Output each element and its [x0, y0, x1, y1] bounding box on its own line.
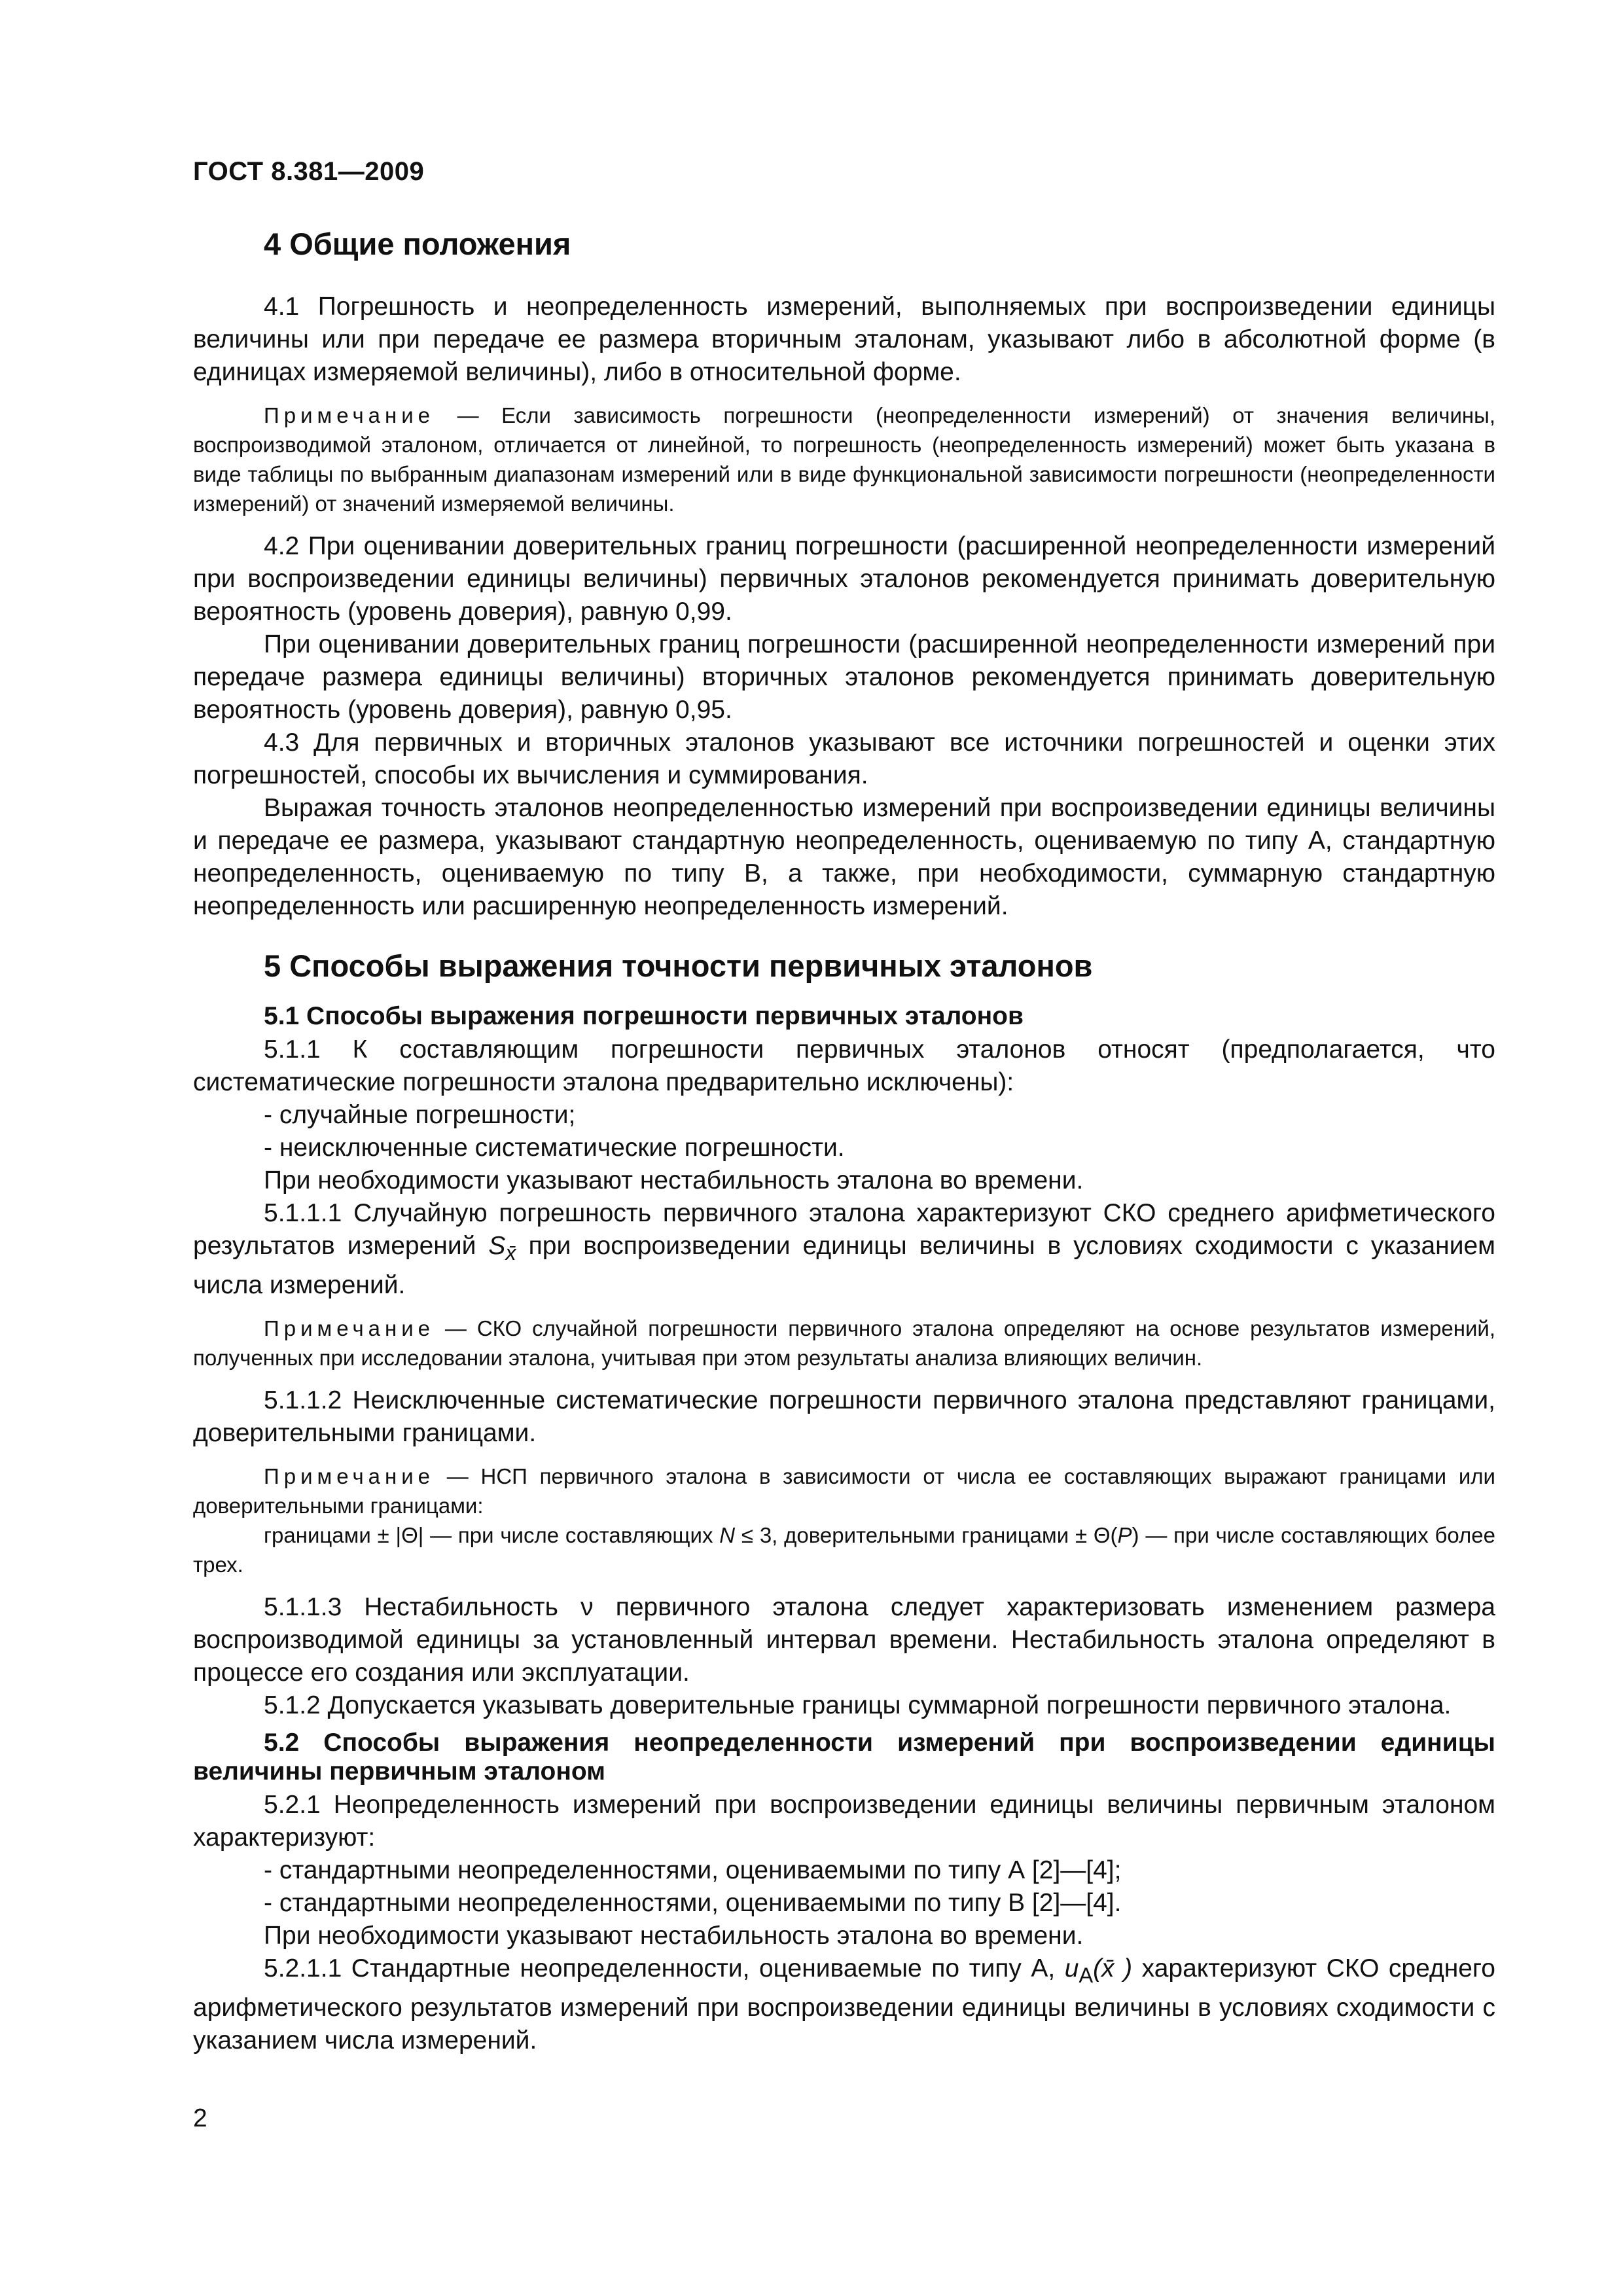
document-header: ГОСТ 8.381—2009	[193, 157, 425, 186]
paragraph-5-2-1-1	[193, 1952, 1495, 2057]
symbol-n: N	[719, 1522, 736, 1547]
note-3-bounds	[193, 1520, 1495, 1579]
symbol-p: P	[1117, 1522, 1132, 1547]
text-run: ) — при числе составляющих более трех.	[193, 1522, 1495, 1577]
note-label: Примечание	[264, 1316, 435, 1340]
list-item: - стандартными неопределенностями, оцениваемыми по типу В [2]—[4].	[264, 1888, 1122, 1917]
note-1-text: — Если зависимость погрешности (неопределенности измерений) от значения величины, воспроизводимой эталоном, отличается от линейной, то погрешность (неопределенность измерений) может быть указана в виде таблицы по выбранным диапазонам измерений или в виде функциональной зависимости погрешности (неопределенности измерений) от значений измеряемой величины.	[193, 403, 1495, 516]
section-4-title: 4 Общие положения	[264, 226, 571, 261]
paragraph-5-1-1-2: 5.1.1.2 Неисключенные систематические погрешности первичного эталона представляют границами, доверительными границами.	[193, 1386, 1495, 1447]
symbol-a: A	[1079, 1963, 1094, 1987]
text-run: границами ± |Θ| — при числе составляющих	[264, 1522, 720, 1547]
paragraph-4-3-b: Выражая точность эталонов неопределенностью измерений при воспроизведении единицы величины и передаче ее размера, указывают стандартную неопределенность, оцениваемую по типу А, стандартную неопределенность, оцениваемую по типу В, а также, при необходимости, суммарную стандартную неопределенность или расширенную неопределенность измерений.	[193, 794, 1495, 920]
text-run: 5.1.1.1 Случайную погрешность первичного эталона характеризуют СКО среднего арифметического результатов измерений	[193, 1199, 1495, 1260]
paragraph-4-2: 4.2 При оценивании доверительных границ погрешности (расширенной неопределенности измерений при воспроизведении единицы величины) первичных эталонов рекомендуется принимать доверительную вероятность (уровень доверия), равную 0,99.	[193, 532, 1495, 626]
text-run: характеризуют СКО среднего арифметического результатов измерений при воспроизведении единицы величины в условиях сходимости с указанием числа измерений.	[193, 1954, 1495, 2054]
subsection-5-2-title: 5.2 Способы выражения неопределенности измерений при воспроизведении единицы величины первичным эталоном	[193, 1728, 1495, 1785]
paragraph-4-2-b: При оценивании доверительных границ погрешности (расширенной неопределенности измерений при передаче размера единицы величины) вторичных эталонов рекомендуется принимать доверительную вероятность (уровень доверия), равную 0,95.	[193, 630, 1495, 724]
note-2-text: — СКО случайной погрешности первичного эталона определяют на основе результатов измерений, полученных при исследовании эталона, учитывая при этом результаты анализа влияющих величин.	[193, 1316, 1495, 1370]
document-page	[193, 157, 1495, 2057]
note-3	[193, 1462, 1495, 1520]
paragraph-5-2-1: 5.2.1 Неопределенность измерений при воспроизведении единицы величины первичным эталоном характеризуют:	[193, 1790, 1495, 1852]
symbol-u: u	[1064, 1954, 1079, 1982]
page-number: 2	[193, 2104, 207, 2132]
text-run: 5.2.1.1 Стандартные неопределенности, оцениваемые по типу А,	[264, 1954, 1065, 1982]
note-label: Примечание	[264, 1463, 435, 1488]
symbol-s: S	[488, 1232, 506, 1260]
paragraph-5-1-2: 5.1.2 Допускается указывать доверительные границы суммарной погрешности первичного эталона.	[264, 1691, 1452, 1719]
paragraph-4-3: 4.3 Для первичных и вторичных эталонов указывают все источники погрешностей и оценки этих погрешностей, способы их вычисления и суммирования.	[193, 728, 1495, 789]
paragraph-5-1-1-3: 5.1.1.3 Нестабильность ν первичного эталона следует характеризовать изменением размера воспроизводимой единицы за установленный интервал времени. Нестабильность эталона определяют в процессе его создания или эксплуатации.	[193, 1592, 1495, 1687]
paragraph-4-1: 4.1 Погрешность и неопределенность измерений, выполняемых при воспроизведении единицы величины или при передаче ее размера вторичным эталонам, указывают либо в абсолютной форме (в единицах измеряемой величины), либо в относительной форме.	[193, 293, 1495, 386]
paragraph-instability: При необходимости указывают нестабильность эталона во времени.	[264, 1921, 1084, 1950]
subsection-5-1-title: 5.1 Способы выражения погрешности первичных эталонов	[264, 1002, 1024, 1030]
paragraph-5-1-1-1	[193, 1197, 1495, 1302]
list-item: - случайные погрешности;	[264, 1101, 576, 1129]
note-label: Примечание	[264, 403, 435, 427]
note-1	[193, 401, 1495, 518]
symbol-x: (x̄ )	[1093, 1954, 1133, 1982]
symbol-xbar: x̄	[505, 1240, 516, 1265]
text-run: при воспроизведении единицы величины в условиях сходимости с указанием числа измерений.	[193, 1232, 1495, 1299]
list-item: - стандартными неопределенностями, оцениваемыми по типу А [2]—[4];	[264, 1856, 1122, 1884]
list-item: - неисключенные систематические погрешности.	[264, 1134, 845, 1162]
text-run: ≤ 3, доверительными границами ± Θ(	[735, 1522, 1118, 1547]
paragraph-instability: При необходимости указывают нестабильность эталона во времени.	[264, 1166, 1084, 1194]
paragraph-5-1-1: 5.1.1 К составляющим погрешности первичных эталонов относят (предполагается, что систематические погрешности эталона предварительно исключены):	[193, 1035, 1495, 1096]
note-3-text: — НСП первичного эталона в зависимости от числа ее составляющих выражают границами или доверительными границами:	[193, 1463, 1495, 1518]
note-2	[193, 1314, 1495, 1372]
section-5-title: 5 Способы выражения точности первичных эталонов	[264, 948, 1093, 983]
